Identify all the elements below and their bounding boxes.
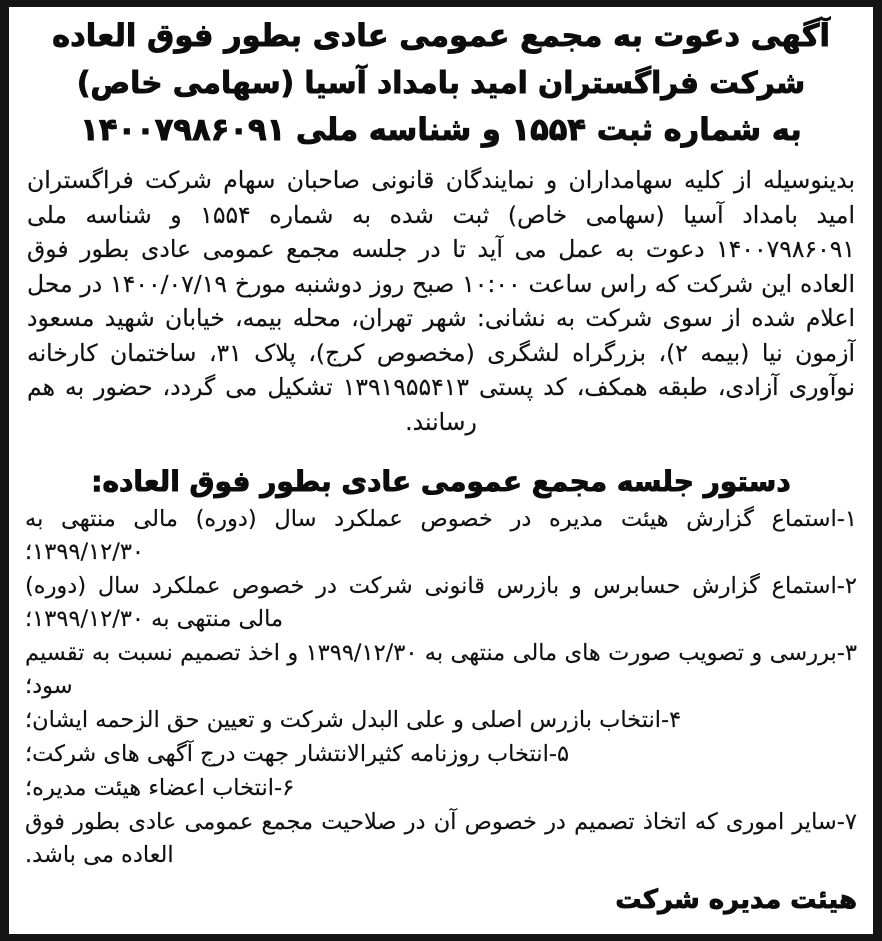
headline-line-3: به شماره ثبت ۱۵۵۴ و شناسه ملی ۱۴۰۰۷۹۸۶۰۹۱	[80, 112, 802, 148]
headline-block	[23, 13, 859, 154]
agenda-item: ۳-بررسی و تصویب صورت های مالی منتهی به ۱۳۹۹/۱۲/۳۰ و اخذ تصمیم نسبت به تقسیم سود؛	[25, 639, 857, 699]
agenda-item: ۵-انتخاب روزنامه کثیرالانتشار جهت درج آگهی های شرکت؛	[25, 740, 570, 767]
agenda-item: ۱-استماع گزارش هیئت مدیره در خصوص عملکرد سال (دوره) مالی منتهی به ۱۳۹۹/۱۲/۳۰؛	[25, 505, 857, 565]
headline-line-2: شرکت فراگستران امید بامداد آسیا (سهامی خاص)	[76, 66, 806, 101]
agenda-list	[23, 503, 859, 872]
agenda-item: ۶-انتخاب اعضاء هیئت مدیره؛	[25, 774, 295, 801]
agenda-heading: دستور جلسه مجمع عمومی عادی بطور فوق العاده:	[91, 464, 791, 498]
headline-line-1: آگهی دعوت به مجمع عمومی عادی بطور فوق العاده	[52, 18, 830, 54]
signature-line: هیئت مدیره شرکت	[615, 884, 857, 915]
agenda-item: ۴-انتخاب بازرس اصلی و علی البدل شرکت و تعیین حق الزحمه ایشان؛	[25, 706, 682, 733]
agenda-item: ۷-سایر اموری که اتخاذ تصمیم در خصوص آن در صلاحیت مجمع عمومی عادی بطور فوق العاده می باشد.	[25, 808, 857, 868]
agenda-item: ۲-استماع گزارش حسابرس و بازرس قانونی شرکت در خصوص عملکرد سال (دوره) مالی منتهی به ۱۳۹۹/۱۲/۳۰؛	[25, 572, 857, 632]
body-paragraph: بدینوسیله از کلیه سهامداران و نمایندگان قانونی صاحبان سهام شرکت فراگستران امید بامداد آسیا (سهامی خاص) ثبت شده به شماره ۱۵۵۴ و شناسه ملی ۱۴۰۰۷۹۸۶۰۹۱ دعوت به عمل می آید تا در جلسه مجمع عمومی عادی بطور فوق العاده این شرکت که راس ساعت ۱۰:۰۰ صبح روز دوشنبه مورخ ۱۴۰۰/۰۷/۱۹ در محل اعلام شده از سوی شرکت به نشانی: شهر تهران، محله بیمه، خیابان شهید مسعود آزمون نیا (بیمه ۲)، بزرگراه لشگری (مخصوص کرج)، پلاک ۳۱، ساختمان کارخانه نوآوری آزادی، طبقه همکف، کد پستی ۱۳۹۱۹۵۵۴۱۳ تشکیل می گردد، حضور به هم رسانند.	[27, 166, 856, 436]
